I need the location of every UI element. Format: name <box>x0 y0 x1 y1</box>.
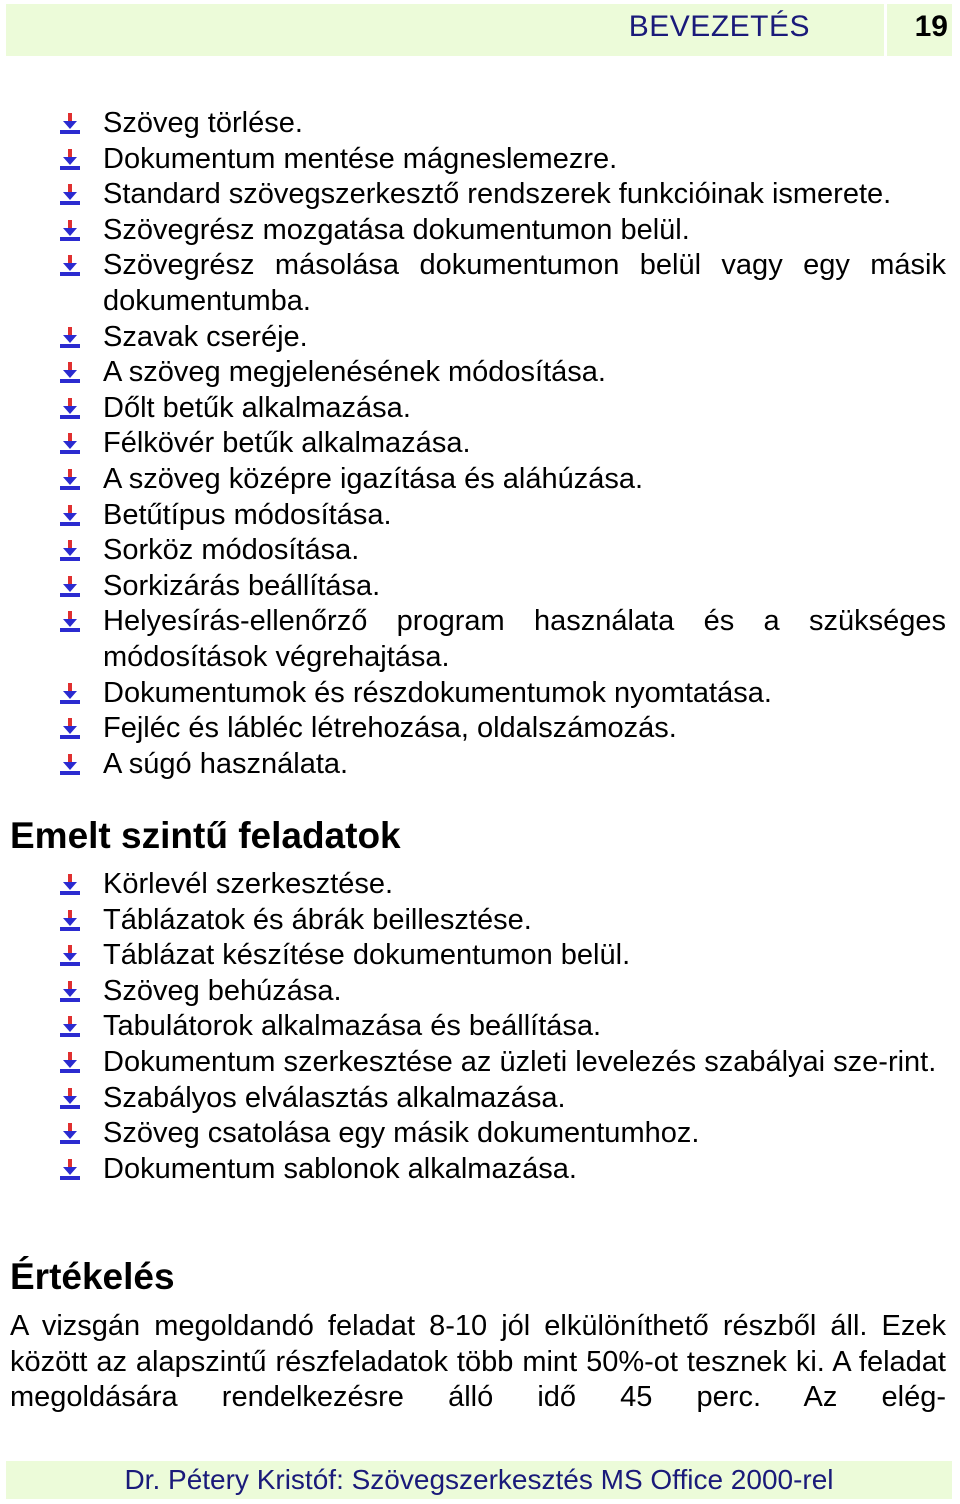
download-arrow-bullet-icon <box>58 1122 82 1146</box>
list-item-text: Táblázatok és ábrák beillesztése. <box>103 903 532 936</box>
download-arrow-bullet-icon <box>58 980 82 1004</box>
download-arrow-bullet-icon <box>58 468 82 492</box>
list-item-text: A szöveg megjelenésének módosítása. <box>103 356 606 389</box>
list-item <box>0 676 960 712</box>
section-heading-advanced: Emelt szintű feladatok <box>10 815 401 856</box>
section-heading-evaluation: Értékelés <box>10 1256 175 1297</box>
list-item-text: Dokumentumok és részdokumentumok nyomtatása. <box>103 676 772 709</box>
download-arrow-bullet-icon <box>58 504 82 528</box>
page-footer <box>6 1461 952 1499</box>
advanced-tasks-list <box>0 867 960 1187</box>
list-item-text: Standard szövegszerkesztő rendszerek funkcióinak ismerete. <box>103 178 892 211</box>
list-item <box>0 142 960 178</box>
download-arrow-bullet-icon <box>58 753 82 777</box>
download-arrow-bullet-icon <box>58 219 82 243</box>
list-item <box>0 604 960 675</box>
list-item <box>0 1009 960 1045</box>
list-item-text: Szöveg csatolása egy másik dokumentumhoz. <box>103 1117 700 1150</box>
list-item-text: Sorköz módosítása. <box>103 534 360 567</box>
header-divider <box>884 4 887 56</box>
list-item <box>0 1116 960 1152</box>
download-arrow-bullet-icon <box>58 944 82 968</box>
list-item <box>0 426 960 462</box>
chapter-title: BEVEZETÉS <box>628 10 810 43</box>
list-item <box>0 1081 960 1117</box>
list-item <box>0 498 960 534</box>
list-item <box>0 711 960 747</box>
list-item <box>0 747 960 783</box>
list-item <box>0 569 960 605</box>
list-item-text: Szabályos elválasztás alkalmazása. <box>103 1081 566 1114</box>
list-item-text: Szöveg behúzása. <box>103 974 342 1007</box>
page-number: 19 <box>914 10 948 43</box>
list-item-text: Szöveg törlése. <box>103 107 303 139</box>
list-item <box>0 320 960 356</box>
list-item <box>0 355 960 391</box>
download-arrow-bullet-icon <box>58 183 82 207</box>
list-item-text: Helyesírás-ellenőrző program használata és a szükséges módosítások végrehajtása. <box>103 605 946 673</box>
download-arrow-bullet-icon <box>58 432 82 456</box>
list-item-text: Sorkizárás beállítása. <box>103 569 381 602</box>
list-item <box>0 867 960 903</box>
list-item-text: Táblázat készítése dokumentumon belül. <box>103 939 631 972</box>
download-arrow-bullet-icon <box>58 361 82 385</box>
list-item <box>0 248 960 319</box>
download-arrow-bullet-icon <box>58 326 82 350</box>
download-arrow-bullet-icon <box>58 682 82 706</box>
download-arrow-bullet-icon <box>58 539 82 563</box>
list-item-text: Betűtípus módosítása. <box>103 498 392 531</box>
list-item <box>0 213 960 249</box>
download-arrow-bullet-icon <box>58 717 82 741</box>
list-item <box>0 533 960 569</box>
download-arrow-bullet-icon <box>58 1087 82 1111</box>
list-item-text: A szöveg középre igazítása és aláhúzása. <box>103 462 644 495</box>
basic-tasks-list <box>0 106 960 782</box>
list-item-text: Fejléc és lábléc létrehozása, oldalszámozás. <box>103 712 677 745</box>
download-arrow-bullet-icon <box>58 873 82 897</box>
list-item-text: Szövegrész másolása dokumentumon belül vagy egy másik dokumentumba. <box>103 249 946 317</box>
list-item-text: Dokumentum szerkesztése az üzleti levelezés szabályai sze-rint. <box>103 1045 937 1078</box>
list-item <box>0 938 960 974</box>
list-item <box>0 903 960 939</box>
download-arrow-bullet-icon <box>58 1051 82 1075</box>
list-item <box>0 462 960 498</box>
download-arrow-bullet-icon <box>58 1158 82 1182</box>
list-item-text: Tabulátorok alkalmazása és beállítása. <box>103 1010 602 1043</box>
list-item <box>0 974 960 1010</box>
list-item <box>0 177 960 213</box>
download-arrow-bullet-icon <box>58 112 82 136</box>
list-item <box>0 1152 960 1188</box>
list-item <box>0 1045 960 1081</box>
list-item-text: Félkövér betűk alkalmazása. <box>103 427 471 460</box>
list-item-text: Szövegrész mozgatása dokumentumon belül. <box>103 213 690 246</box>
list-item-text: Szavak cseréje. <box>103 320 308 353</box>
list-item-text: A súgó használata. <box>103 747 349 780</box>
download-arrow-bullet-icon <box>58 909 82 933</box>
list-item-text: Dőlt betűk alkalmazása. <box>103 391 411 424</box>
download-arrow-bullet-icon <box>58 254 82 278</box>
download-arrow-bullet-icon <box>58 397 82 421</box>
list-item-text: Körlevél szerkesztése. <box>103 868 394 900</box>
page-header <box>6 4 952 56</box>
evaluation-paragraph: A vizsgán megoldandó feladat 8-10 jól elkülöníthető részből áll. Ezek között az alapszintű részfeladatok több mint 50%-ot tesznek ki. A feladat megoldására rendelkezésre álló idő 45 perc. Az elég- <box>10 1310 946 1414</box>
list-item-text: Dokumentum mentése mágneslemezre. <box>103 142 618 175</box>
download-arrow-bullet-icon <box>58 148 82 172</box>
download-arrow-bullet-icon <box>58 575 82 599</box>
download-arrow-bullet-icon <box>58 610 82 634</box>
footer-text: Dr. Pétery Kristóf: Szövegszerkesztés MS Office 2000-rel <box>124 1464 834 1495</box>
download-arrow-bullet-icon <box>58 1015 82 1039</box>
list-item <box>0 106 960 142</box>
list-item-text: Dokumentum sablonok alkalmazása. <box>103 1152 577 1185</box>
list-item <box>0 391 960 427</box>
